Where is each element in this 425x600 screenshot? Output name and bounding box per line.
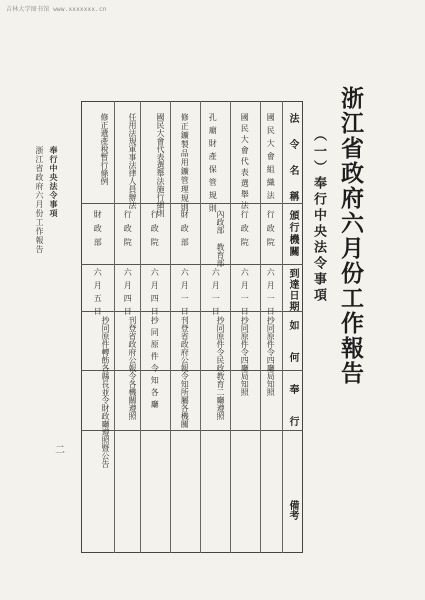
action-2: 抄同原件令四廳局知照 [240,316,250,396]
date-2: 六月一日 [240,268,250,320]
action-5: 抄同原件令知各廳 [150,316,160,412]
date-6: 六月四日 [123,268,133,320]
agency-2: 行政院 [240,210,250,252]
column-divider [170,101,171,553]
margin-report-title: 浙江省政府六月份工作報告 [35,146,44,254]
agency-5: 行政院 [150,210,160,252]
library-watermark: 吉林大学图书馆 www.xxxxxxx.cn [6,6,107,13]
column-divider [230,101,231,553]
header-law-name: 法令名稱 [287,113,298,217]
agency-1: 行政院 [266,210,276,252]
law-name-7: 修正遺產稅暫行條例 [100,113,109,185]
law-name-3: 孔廟財產保管規則 [208,113,218,217]
column-divider [260,101,261,553]
action-7: 抄同原件轉飭各縣長並令財政廳遵照暨公告 [101,316,110,468]
action-1: 抄同原件令四廳局知照 [266,316,276,396]
law-name-4: 修正鑛製品用鑛管理規則 [180,113,190,212]
header-agency: 頒行機關 [287,210,298,258]
law-name-5: 國民大會代表選舉法施行細則 [156,113,165,217]
header-remarks: 備考 [287,500,298,520]
column-divider [200,101,201,553]
date-5: 六月四日 [150,268,160,320]
date-7: 六月五日 [93,268,103,320]
agency-4: 財政部 [180,210,190,252]
page-number: 二 [55,445,65,456]
date-1: 六月一日 [266,268,276,320]
law-name-6: 任用法規軍事法律人員辦法 [128,113,137,209]
action-6: 刊登省政府公報令各機關遵照 [128,316,137,420]
header-arrival-date: 到達日期 [287,268,298,312]
law-name-2: 國民大會代表選舉法 [240,113,250,212]
column-divider [140,101,141,553]
margin-section-title: 奉行中央法令事項 [49,146,59,218]
agency-3: 內政部 教育部 [216,210,225,267]
column-divider [282,101,283,553]
section-title: （一）奉行中央法令事項 [311,128,326,304]
action-4: 刊登省政府公報令知所屬各機關 [180,316,190,428]
report-title: 浙江省政府六月份工作報告 [337,86,364,386]
law-name-1: 國民大會組織法 [266,113,276,204]
date-4: 六月一日 [180,268,190,320]
agency-7: 財政部 [93,210,103,252]
agency-6: 行政院 [123,210,133,252]
header-action: 如何奉行 [287,320,298,448]
date-3: 六月一日 [211,268,221,320]
column-divider [114,101,115,553]
action-3: 抄同原件令民政教育二廳遵照 [216,316,225,420]
